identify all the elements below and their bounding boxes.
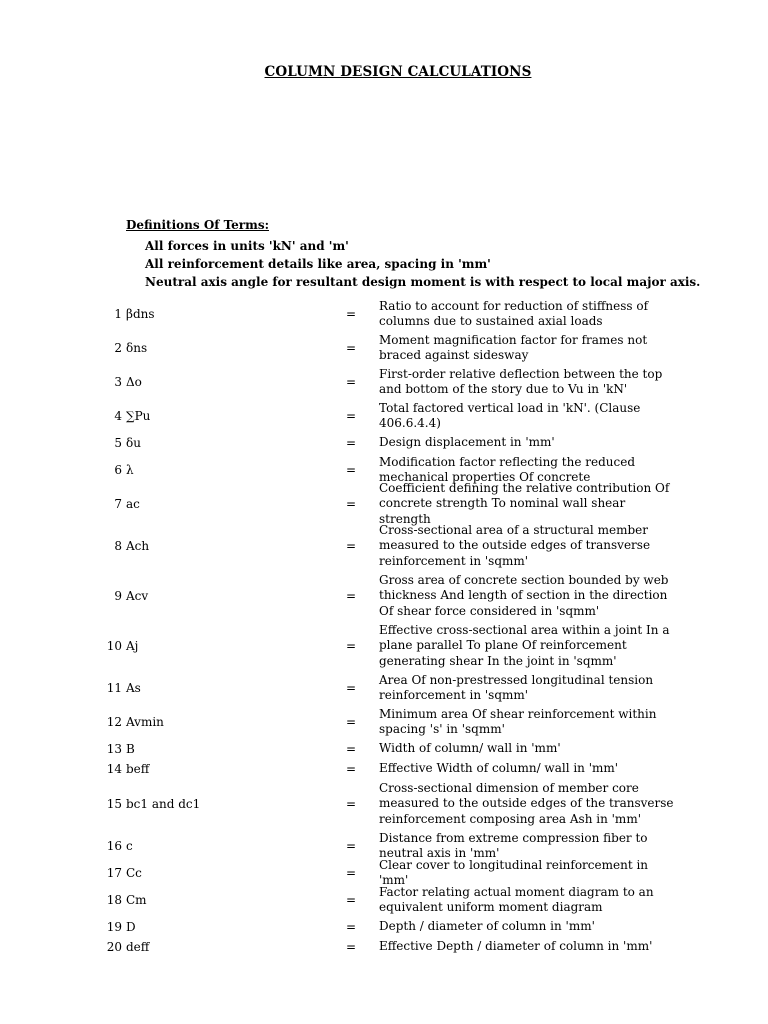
term-symbol: Avmin [126,715,164,729]
note-units-reinforcement: All reinforcement details like area, spacing in 'mm' [145,257,491,271]
term-number: 16 [106,839,122,853]
equals-sign: = [346,539,357,553]
term-symbol: Acv [126,589,149,603]
term-row [0,480,768,526]
term-definition: Gross area of concrete section bounded by web thickness And length of section in the direction Of shear force considered in 'sqmm' [379,572,669,618]
term-definition: Minimum area Of shear reinforcement within spacing 's' in 'sqmm' [379,706,657,736]
term-symbol: As [126,681,141,695]
term-number: 2 [114,341,122,355]
page-title: COLUMN DESIGN CALCULATIONS [264,64,532,80]
term-definition: Design displacement in 'mm' [379,435,555,450]
term-number: 12 [106,715,122,729]
term-number: 4 [114,409,122,423]
term-definition: Ratio to account for reduction of stiffness of columns due to sustained axial loads [379,298,649,328]
term-row [0,739,768,759]
term-number: 15 [106,797,122,811]
term-definition: Moment magnification factor for frames not braced against sidesway [379,332,648,362]
term-symbol: Ach [126,539,150,553]
term-row [0,621,768,671]
term-definition: Area Of non-prestressed longitudinal tension reinforcement in 'sqmm' [379,672,654,702]
equals-sign: = [346,893,357,907]
term-symbol: δns [126,341,148,355]
term-definition: Effective cross-sectional area within a joint In a plane parallel To plane Of reinforcement generating shear In the joint in 'sqmm' [379,622,670,668]
equals-sign: = [346,497,357,511]
term-row [0,917,768,937]
term-row [0,883,768,917]
term-number: 9 [114,589,122,603]
equals-sign: = [346,341,357,355]
equals-sign: = [346,742,357,756]
term-row [0,297,768,331]
note-units-forces: All forces in units 'kN' and 'm' [145,239,349,253]
equals-sign: = [346,940,357,954]
term-row [0,365,768,399]
term-symbol: B [126,742,135,756]
term-number: 5 [114,436,122,450]
term-number: 1 [114,307,122,321]
definitions-notes [145,237,705,291]
term-number: 8 [114,539,122,553]
term-symbol: ∑Pu [126,409,151,423]
term-symbol: c [126,839,133,853]
term-symbol: ac [126,497,140,511]
term-definition: Modification factor reflecting the reduced mechanical properties Of concrete [379,454,636,484]
term-number: 11 [106,681,122,695]
term-symbol: βdns [126,307,155,321]
term-number: 18 [106,893,122,907]
term-definition: Total factored vertical load in 'kN'. (Clause 406.6.4.4) [379,400,641,430]
term-number: 10 [106,639,122,653]
term-number: 19 [106,920,122,934]
term-number: 20 [106,940,122,954]
term-definition: Effective Depth / diameter of column in 'mm' [379,939,653,954]
term-symbol: Cm [126,893,147,907]
term-number: 14 [106,762,122,776]
term-row [0,571,768,621]
equals-sign: = [346,920,357,934]
term-row [0,937,768,957]
equals-sign: = [346,715,357,729]
term-definition: Cross-sectional dimension of member core measured to the outside edges of the transverse reinforcement composing area Ash in 'mm' [379,780,674,826]
term-symbol: bc1 and dc1 [126,797,201,811]
term-row [0,759,768,779]
equals-sign: = [346,436,357,450]
term-symbol: δu [126,436,141,450]
term-row [0,399,768,433]
equals-sign: = [346,839,357,853]
term-definition: Distance from extreme compression fiber to neutral axis in 'mm' [379,830,648,860]
term-definition: Coefficient defining the relative contribution Of concrete strength To nominal wall shear strength [379,480,670,526]
term-number: 13 [106,742,122,756]
equals-sign: = [346,375,357,389]
terms-list [0,297,768,957]
term-symbol: Aj [126,639,139,653]
term-row [0,433,768,453]
term-definition: Depth / diameter of column in 'mm' [379,919,595,934]
term-row [0,857,768,887]
term-definition: Clear cover to longitudinal reinforcement in 'mm' [379,857,649,887]
term-number: 3 [114,375,122,389]
term-symbol: D [126,920,136,934]
term-definition: Cross-sectional area of a structural member measured to the outside edges of transverse reinforcement in 'sqmm' [379,522,651,568]
term-symbol: λ [126,463,134,477]
term-definition: First-order relative deflection between the top and bottom of the story due to Vu in 'kN' [379,366,663,396]
equals-sign: = [346,866,357,880]
term-symbol: deff [126,940,150,954]
equals-sign: = [346,762,357,776]
term-row [0,671,768,705]
term-row [0,705,768,739]
equals-sign: = [346,681,357,695]
equals-sign: = [346,463,357,477]
term-row [0,331,768,365]
term-definition: Width of column/ wall in 'mm' [379,741,561,756]
note-neutral-axis: Neutral axis angle for resultant design moment is with respect to local major axis. [145,275,701,289]
term-symbol: beff [126,762,150,776]
equals-sign: = [346,307,357,321]
term-number: 7 [114,497,122,511]
equals-sign: = [346,797,357,811]
term-symbol: Δo [126,375,142,389]
equals-sign: = [346,639,357,653]
term-number: 17 [106,866,122,880]
definitions-heading: Definitions Of Terms: [126,218,269,232]
equals-sign: = [346,409,357,423]
term-definition: Factor relating actual moment diagram to an equivalent uniform moment diagram [379,884,654,914]
term-symbol: Cc [126,866,142,880]
term-row [0,779,768,829]
term-definition: Effective Width of column/ wall in 'mm' [379,761,619,776]
equals-sign: = [346,589,357,603]
term-row [0,521,768,571]
term-number: 6 [114,463,122,477]
